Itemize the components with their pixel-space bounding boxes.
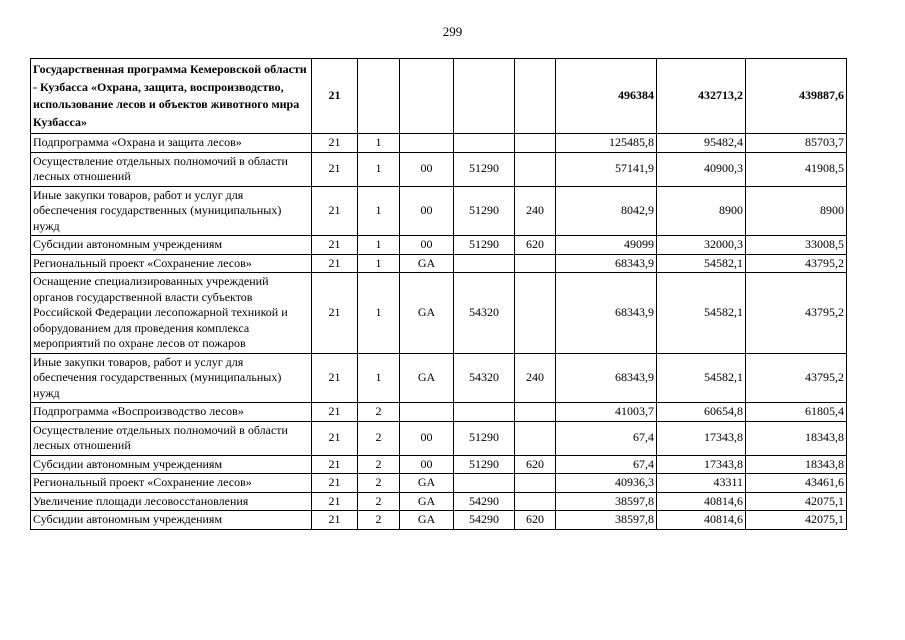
amount-year-2: 43311 — [657, 474, 746, 493]
amount-year-2: 40814,6 — [657, 511, 746, 530]
table-row — [31, 254, 847, 273]
row-name: Субсидии автономным учреждениям — [31, 455, 312, 474]
expense-code: 54290 — [454, 511, 515, 530]
direction-code: GA — [400, 492, 454, 511]
amount-year-1: 49099 — [556, 236, 657, 255]
amount-year-1: 8042,9 — [556, 186, 657, 236]
amount-year-3: 43795,2 — [746, 273, 847, 354]
program-code: 21 — [312, 273, 358, 354]
amount-year-2: 40900,3 — [657, 152, 746, 186]
subprogram-code: 2 — [358, 421, 400, 455]
amount-year-1: 57141,9 — [556, 152, 657, 186]
expense-code: 51290 — [454, 152, 515, 186]
amount-year-2: 17343,8 — [657, 421, 746, 455]
table-row — [31, 353, 847, 403]
amount-year-3: 18343,8 — [746, 455, 847, 474]
table-row — [31, 152, 847, 186]
budget-table — [30, 58, 847, 530]
expense-code: 51290 — [454, 186, 515, 236]
table-row — [31, 186, 847, 236]
expense-code: 54320 — [454, 353, 515, 403]
direction-code: GA — [400, 254, 454, 273]
amount-year-1: 40936,3 — [556, 474, 657, 493]
table-row — [31, 134, 847, 153]
program-code: 21 — [312, 186, 358, 236]
amount-year-1: 68343,9 — [556, 254, 657, 273]
row-name: Подпрограмма «Охрана и защита лесов» — [31, 134, 312, 153]
row-name: Подпрограмма «Воспроизводство лесов» — [31, 403, 312, 422]
amount-year-2: 32000,3 — [657, 236, 746, 255]
amount-year-2: 432713,2 — [657, 59, 746, 134]
expense-type-code: 620 — [515, 511, 556, 530]
amount-year-1: 38597,8 — [556, 492, 657, 511]
program-code: 21 — [312, 353, 358, 403]
table-row — [31, 236, 847, 255]
subprogram-code: 1 — [358, 353, 400, 403]
amount-year-3: 61805,4 — [746, 403, 847, 422]
subprogram-code: 2 — [358, 403, 400, 422]
program-code: 21 — [312, 421, 358, 455]
expense-type-code — [515, 152, 556, 186]
row-name: Увеличение площади лесовосстановления — [31, 492, 312, 511]
expense-type-code — [515, 254, 556, 273]
expense-code — [454, 254, 515, 273]
direction-code: GA — [400, 474, 454, 493]
amount-year-1: 125485,8 — [556, 134, 657, 153]
row-name: Субсидии автономным учреждениям — [31, 236, 312, 255]
row-name: Региональный проект «Сохранение лесов» — [31, 474, 312, 493]
program-code: 21 — [312, 455, 358, 474]
direction-code: GA — [400, 273, 454, 354]
expense-code: 51290 — [454, 455, 515, 474]
amount-year-3: 41908,5 — [746, 152, 847, 186]
table-row — [31, 474, 847, 493]
amount-year-1: 496384 — [556, 59, 657, 134]
subprogram-code: 2 — [358, 455, 400, 474]
program-code: 21 — [312, 152, 358, 186]
expense-code: 51290 — [454, 236, 515, 255]
expense-type-code: 620 — [515, 455, 556, 474]
amount-year-2: 54582,1 — [657, 353, 746, 403]
direction-code — [400, 59, 454, 134]
expense-code — [454, 134, 515, 153]
expense-code: 54320 — [454, 273, 515, 354]
row-name: Региональный проект «Сохранение лесов» — [31, 254, 312, 273]
amount-year-3: 43795,2 — [746, 254, 847, 273]
program-code: 21 — [312, 254, 358, 273]
row-name: Государственная программа Кемеровской области - Кузбасса «Охрана, защита, воспроизводство, использование лесов и объектов животного мира Кузбасса» — [31, 59, 312, 134]
table-row — [31, 492, 847, 511]
expense-type-code — [515, 59, 556, 134]
table-row — [31, 403, 847, 422]
expense-code — [454, 403, 515, 422]
direction-code: GA — [400, 353, 454, 403]
amount-year-3: 33008,5 — [746, 236, 847, 255]
row-name: Осуществление отдельных полномочий в области лесных отношений — [31, 152, 312, 186]
expense-type-code: 240 — [515, 186, 556, 236]
table-row — [31, 421, 847, 455]
amount-year-3: 42075,1 — [746, 511, 847, 530]
amount-year-1: 68343,9 — [556, 353, 657, 403]
expense-type-code — [515, 403, 556, 422]
direction-code: 00 — [400, 455, 454, 474]
direction-code — [400, 134, 454, 153]
row-name: Осуществление отдельных полномочий в области лесных отношений — [31, 421, 312, 455]
subprogram-code: 1 — [358, 186, 400, 236]
program-code: 21 — [312, 403, 358, 422]
expense-type-code — [515, 474, 556, 493]
direction-code: 00 — [400, 421, 454, 455]
subprogram-code: 2 — [358, 511, 400, 530]
amount-year-3: 42075,1 — [746, 492, 847, 511]
direction-code: 00 — [400, 186, 454, 236]
amount-year-3: 18343,8 — [746, 421, 847, 455]
row-name: Иные закупки товаров, работ и услуг для обеспечения государственных (муниципальных) нужд — [31, 353, 312, 403]
subprogram-code — [358, 59, 400, 134]
amount-year-2: 40814,6 — [657, 492, 746, 511]
program-code: 21 — [312, 236, 358, 255]
subprogram-code: 2 — [358, 474, 400, 493]
program-code: 21 — [312, 492, 358, 511]
row-name: Субсидии автономным учреждениям — [31, 511, 312, 530]
expense-code: 51290 — [454, 421, 515, 455]
program-code: 21 — [312, 474, 358, 493]
subprogram-code: 1 — [358, 254, 400, 273]
amount-year-1: 41003,7 — [556, 403, 657, 422]
amount-year-3: 439887,6 — [746, 59, 847, 134]
program-code: 21 — [312, 511, 358, 530]
direction-code: 00 — [400, 152, 454, 186]
subprogram-code: 2 — [358, 492, 400, 511]
table-row — [31, 59, 847, 134]
amount-year-3: 8900 — [746, 186, 847, 236]
page-number: 299 — [442, 24, 463, 39]
direction-code: 00 — [400, 236, 454, 255]
amount-year-3: 43795,2 — [746, 353, 847, 403]
amount-year-2: 95482,4 — [657, 134, 746, 153]
expense-type-code — [515, 273, 556, 354]
amount-year-2: 17343,8 — [657, 455, 746, 474]
program-code: 21 — [312, 59, 358, 134]
amount-year-1: 38597,8 — [556, 511, 657, 530]
expense-code — [454, 474, 515, 493]
expense-type-code: 240 — [515, 353, 556, 403]
expense-type-code: 620 — [515, 236, 556, 255]
amount-year-3: 85703,7 — [746, 134, 847, 153]
subprogram-code: 1 — [358, 236, 400, 255]
row-name: Иные закупки товаров, работ и услуг для обеспечения государственных (муниципальных) нужд — [31, 186, 312, 236]
amount-year-1: 67,4 — [556, 421, 657, 455]
expense-type-code — [515, 134, 556, 153]
expense-code: 54290 — [454, 492, 515, 511]
amount-year-2: 54582,1 — [657, 273, 746, 354]
amount-year-1: 67,4 — [556, 455, 657, 474]
table-row — [31, 455, 847, 474]
amount-year-3: 43461,6 — [746, 474, 847, 493]
direction-code — [400, 403, 454, 422]
row-name: Оснащение специализированных учреждений органов государственной власти субъектов Российской Федерации лесопожарной техникой и оборудованием для проведения комплекса мероприятий по охране лесов от пожаров — [31, 273, 312, 354]
expense-type-code — [515, 421, 556, 455]
subprogram-code: 1 — [358, 134, 400, 153]
direction-code: GA — [400, 511, 454, 530]
expense-code — [454, 59, 515, 134]
amount-year-2: 54582,1 — [657, 254, 746, 273]
subprogram-code: 1 — [358, 152, 400, 186]
subprogram-code: 1 — [358, 273, 400, 354]
table-row — [31, 511, 847, 530]
program-code: 21 — [312, 134, 358, 153]
amount-year-1: 68343,9 — [556, 273, 657, 354]
amount-year-2: 8900 — [657, 186, 746, 236]
expense-type-code — [515, 492, 556, 511]
table-row — [31, 273, 847, 354]
amount-year-2: 60654,8 — [657, 403, 746, 422]
